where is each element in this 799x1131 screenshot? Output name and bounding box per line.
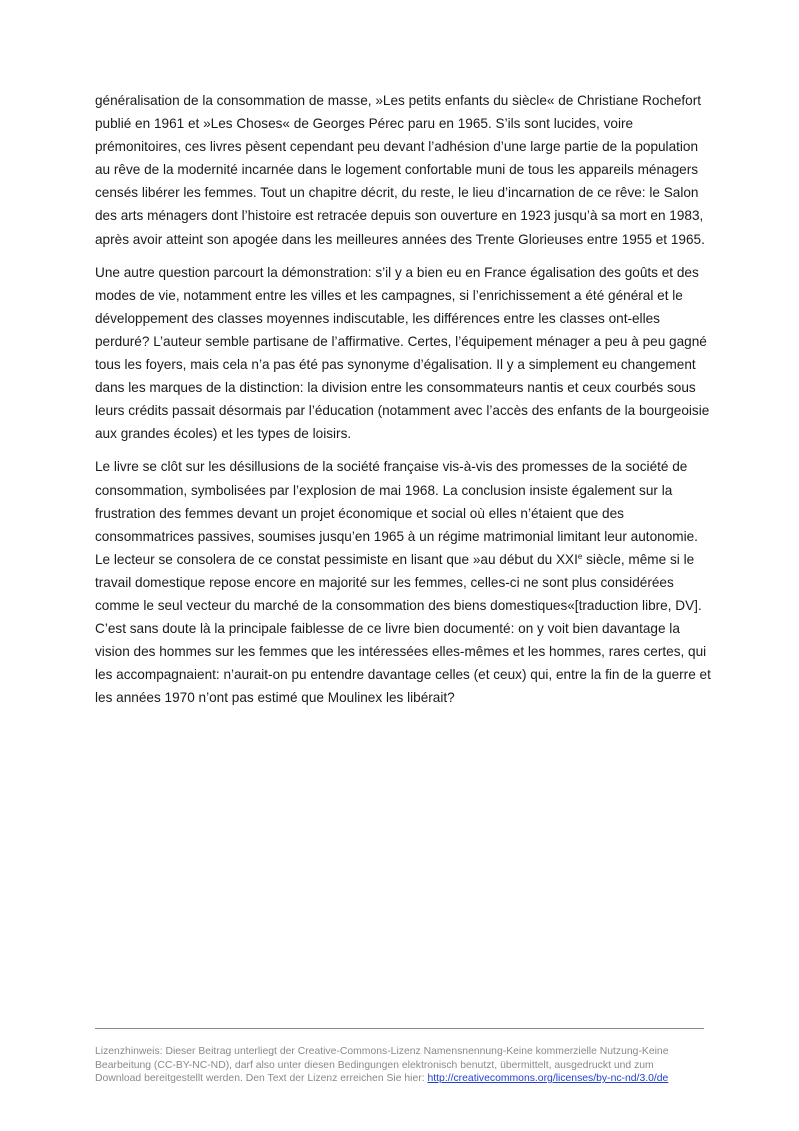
license-line [95,1072,715,1086]
text-line: leurs crédits passait désormais par l’éducation (notamment avec l’accès des enfants de la bourgeoisie [95,403,710,419]
text-line: frustration des femmes devant un projet économique et social où elles n’étaient que des [95,505,624,521]
footer-divider [95,1028,704,1029]
text-line: vision des hommes sur les femmes que les intéressées elles-mêmes et les hommes, rares certes, qui [95,644,707,660]
text-line: comme le seul vecteur du marché de la consommation des biens domestiques«[traduction libre, DV]. [95,597,702,613]
paragraph-1 [95,89,715,251]
text-line: développement des classes moyennes indiscutable, les différences entre les classes ont-elles [95,310,660,326]
text-line [95,548,715,571]
text-line: dans les marques de la distinction: la division entre les consommateurs nantis et ceux courbés sous [95,380,696,396]
text-line: les années 1970 n’ont pas estimé que Moulinex les libérait? [95,690,455,706]
text-line: généralisation de la consommation de masse, »Les petits enfants du siècle« de Christiane Rochefort [95,93,702,108]
license-line: Bearbeitung (CC-BY-NC-ND), darf also unter diesen Bedingungen elektronisch benutzt, übermittelt, ausgedruckt und zum [95,1059,654,1071]
text-line: aux grandes écoles) et les types de loisirs. [95,426,352,442]
text-line: consommatrices passives, soumises jusqu’en 1965 à un régime matrimonial limitant leur autonomie. [95,528,698,544]
text-line: publié en 1961 et »Les Choses« de Georges Pérec paru en 1965. S’ils sont lucides, voire [95,116,634,132]
text-line: Le livre se clôt sur les désillusions de la société française vis-à-vis des promesses de la société de [95,459,688,475]
text-line: travail domestique repose encore en majorité sur les femmes, celles-ci ne sont plus considérées [95,574,674,590]
text-line: au rêve de la modernité incarnée dans le logement confortable muni de tous les appareils ménagers [95,162,699,178]
license-text: Download bereitgestellt werden. Den Text der Lizenz erreichen Sie hier: [95,1073,428,1084]
text-line: après avoir atteint son apogée dans les meilleures années des Trente Glorieuses entre 1955 et 1965. [95,231,705,247]
text-line: modes de vie, notamment entre les villes et les campagnes, si l’enrichissement a été général et le [95,287,683,303]
text-segment: Le lecteur se consolera de ce constat pessimiste en lisant que »au début du XXI [95,551,578,567]
license-link[interactable]: http://creativecommons.org/licenses/by-nc-nd/3.0/de [427,1073,669,1084]
text-line: des arts ménagers dont l’histoire est retracée depuis son ouverture en 1923 jusqu’à sa mort en 1983, [95,208,704,224]
license-line: Lizenzhinweis: Dieser Beitrag unterliegt der Creative-Commons-Lizenz Namensnennung-Keine kommerzielle Nutzung-Keine [95,1046,669,1057]
text-line: prémonitoires, ces livres pèsent cependant peu devant l’adhésion d’une large partie de la population [95,139,699,155]
text-line: perduré? L’auteur semble partisane de l’affirmative. Certes, l’équipement ménager a peu à peu gagné [95,333,707,349]
text-line: les accompagnaient: n’aurait-on pu entendre davantage celles (et ceux) qui, entre la fin de la guerre et [95,667,711,683]
text-line: censés libérer les femmes. Tout un chapitre décrit, du reste, le lieu d’incarnation de ce rêve: le Salon [95,185,699,201]
text-line: tous les foyers, mais cela n’a pas été pas synonyme d’égalisation. Il y a simplement eu changement [95,357,696,373]
license-notice [95,1045,715,1086]
review-body [95,89,715,719]
paragraph-2 [95,261,715,446]
text-line: consommation, symbolisées par l’explosion de mai 1968. La conclusion insiste également sur la [95,482,673,498]
text-line: C’est sans doute là la principale faiblesse de ce livre bien documenté: on y voit bien davantage la [95,621,680,637]
superscript: e [577,551,583,561]
text-segment: siècle, même si le [582,551,695,567]
text-line: Une autre question parcourt la démonstration: s’il y a bien eu en France égalisation des goûts et des [95,264,699,280]
paragraph-3 [95,455,715,709]
